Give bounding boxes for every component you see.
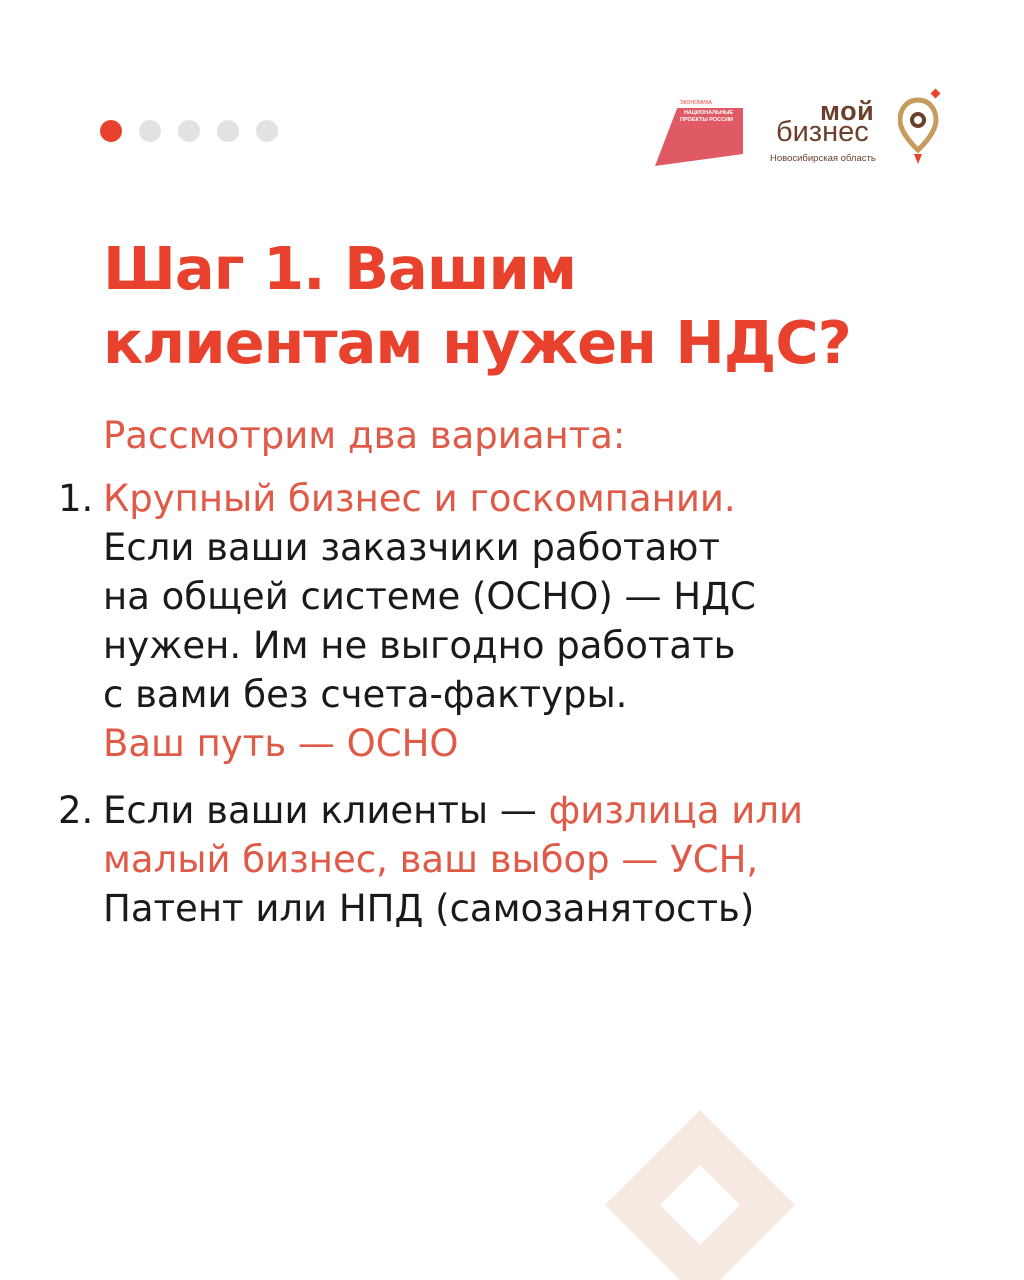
- item-body-line: Если ваши заказчики работают: [103, 526, 720, 569]
- item-conclusion: Ваш путь — ОСНО: [103, 722, 459, 765]
- moy-biznes-logo: [768, 88, 948, 170]
- item-tail: Патент или НПД (самозанятость): [103, 887, 755, 930]
- page-dot[interactable]: [139, 120, 161, 142]
- page-dot-active[interactable]: [100, 120, 122, 142]
- item-lead: Если ваши клиенты —: [103, 789, 549, 832]
- item-body-line: нужен. Им не выгодно работать: [103, 624, 736, 667]
- mb-word-moy: мой: [820, 96, 875, 126]
- subtitle: Рассмотрим два варианта:: [103, 414, 626, 457]
- page-dot[interactable]: [256, 120, 278, 142]
- options-list: [58, 474, 958, 933]
- list-number: 2.: [58, 789, 94, 832]
- np-label: ЭКОНОМИКА: [680, 100, 712, 106]
- mb-region: Новосибирская область: [770, 153, 876, 164]
- mb-word-biznes: бизнес: [776, 116, 869, 148]
- list-number: 1.: [58, 477, 94, 520]
- item-body-line: с вами без счета-фактуры.: [103, 673, 628, 716]
- item-line: [103, 786, 958, 835]
- location-pin-icon: [898, 88, 944, 168]
- item-highlight: физлица или: [548, 789, 804, 832]
- page-indicator: [100, 120, 278, 142]
- title-line-1: Шаг 1. Вашим: [103, 234, 577, 303]
- decorative-diamond: [600, 1110, 800, 1280]
- national-projects-logo: [655, 96, 743, 166]
- page-title: [103, 232, 851, 380]
- title-line-2: клиентам нужен НДС?: [103, 308, 851, 377]
- item-body-line: на общей системе (ОСНО) — НДС: [103, 575, 756, 618]
- page-dot[interactable]: [178, 120, 200, 142]
- np-title: НАЦИОНАЛЬНЫЕ ПРОЕКТЫ РОССИИ: [680, 110, 733, 123]
- item-highlight: малый бизнес, ваш выбор — УСН,: [103, 838, 759, 881]
- list-item: [58, 474, 958, 768]
- page-dot[interactable]: [217, 120, 239, 142]
- item-heading: Крупный бизнес и госкомпании.: [103, 477, 736, 520]
- list-item: [58, 786, 958, 933]
